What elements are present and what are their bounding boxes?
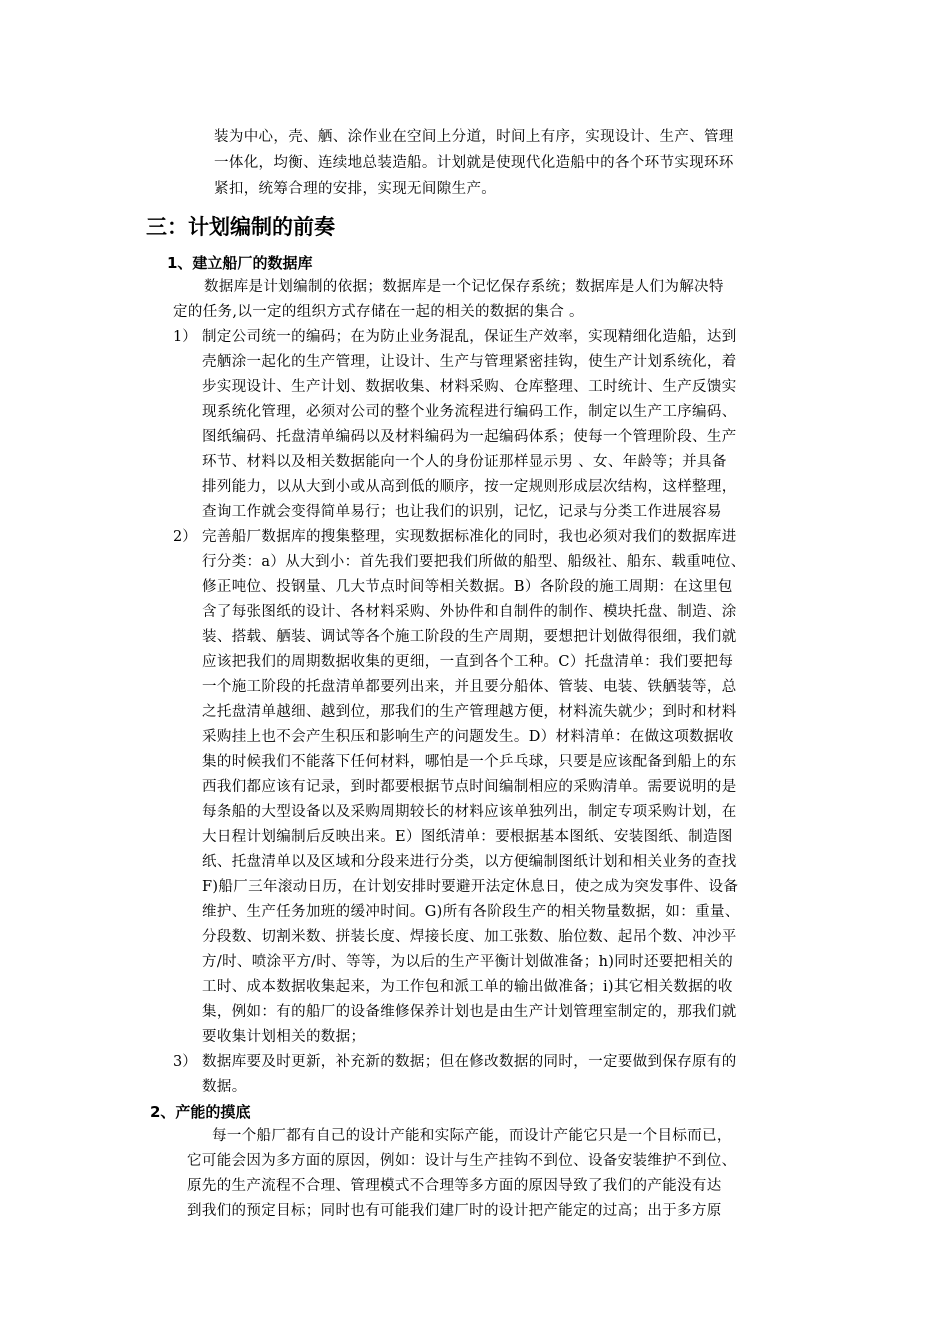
list-item-line: 排列能力，以从大到小或从高到低的顺序，按一定规则形成层次结构，这样整理， xyxy=(202,479,737,495)
list-number: 3） xyxy=(173,1054,197,1070)
list-item-line: 数据。 xyxy=(202,1079,247,1095)
list-item-line: 数据库要及时更新，补充新的数据；但在修改数据的同时，一定要做到保存原有的 xyxy=(202,1054,737,1070)
list-item-line: 之托盘清单越细、越到位，那我们的生产管理越方便，材料流失就少；到时和材料 xyxy=(202,704,737,720)
list-item-line: 一个施工阶段的托盘清单都要列出来，并且要分船体、管装、电装、铁舾装等，总 xyxy=(202,679,737,695)
paragraph-line: 每一个船厂都有自己的设计产能和实际产能，而设计产能它只是一个目标而已， xyxy=(212,1128,732,1144)
list-item-line: 维护、生产任务加班的缓冲时间。G)所有各阶段生产的相关物量数据，如：重量、 xyxy=(202,904,740,920)
list-item-line: 大日程计划编制后反映出来。E）图纸清单：要根据基本图纸、安装图纸、制造图 xyxy=(202,829,733,845)
list-number: 1） xyxy=(173,329,197,345)
list-item-line: 修正吨位、投钢量、几大节点时间等相关数据。B）各阶段的施工周期：在这里包 xyxy=(202,579,733,595)
list-item-line: 制定公司统一的编码；在为防止业务混乱，保证生产效率，实现精细化造船，达到 xyxy=(202,329,737,345)
list-item-line: 步实现设计、生产计划、数据收集、材料采购、仓库整理、工时统计、生产反馈实 xyxy=(202,379,737,395)
list-item-line: 集，例如：有的船厂的设备维修保养计划也是由生产计划管理室制定的，那我们就 xyxy=(202,1004,737,1020)
list-item-line: 方/时、喷涂平方/时、等等，为以后的生产平衡计划做准备；h)同时还要把相关的 xyxy=(202,954,734,970)
section-title: 三：计划编制的前奏 xyxy=(146,215,335,239)
list-item-line: 分段数、切割米数、拼装长度、焊接长度、加工张数、胎位数、起吊个数、冲沙平 xyxy=(202,929,737,945)
list-item-line: 现系统化管理，必须对公司的整个业务流程进行编码工作，制定以生产工序编码、 xyxy=(202,404,737,420)
paragraph-line: 定的任务,以一定的组织方式存储在一起的相关的数据的集合 。 xyxy=(173,304,584,320)
subsection-title-database: 1、建立船厂的数据库 xyxy=(167,254,313,272)
list-item-line: 纸、托盘清单以及区域和分段来进行分类，以方便编制图纸计划和相关业务的查找 xyxy=(202,854,737,870)
list-item-line: 每条船的大型设备以及采购周期较长的材料应该单独列出，制定专项采购计划，在 xyxy=(202,804,737,820)
intro-line-1: 装为中心，壳、舾、涂作业在空间上分道，时间上有序，实现设计、生产、管理 xyxy=(214,129,734,145)
list-number: 2） xyxy=(173,529,197,545)
list-item-line: F)船厂三年滚动日历，在计划安排时要避开法定休息日，使之成为突发事件、设备 xyxy=(202,879,739,895)
intro-line-2: 一体化，均衡、连续地总装造船。计划就是使现代化造船中的各个环节实现环环 xyxy=(214,155,734,171)
list-item-line: 集的时候我们不能落下任何材料，哪怕是一个乒乓球，只要是应该配备到船上的东 xyxy=(202,754,737,770)
paragraph-line: 数据库是计划编制的依据；数据库是一个记忆保存系统；数据库是人们为解决特 xyxy=(204,279,724,295)
paragraph-line: 它可能会因为多方面的原因，例如：设计与生产挂钩不到位、设备安装维护不到位、 xyxy=(187,1153,737,1169)
list-item-line: 壳舾涂一起化的生产管理，让设计、生产与管理紧密挂钩，使生产计划系统化，着 xyxy=(202,354,737,370)
paragraph-line: 到我们的预定目标；同时也有可能我们建厂时的设计把产能定的过高；出于多方原 xyxy=(187,1203,722,1219)
list-item-line: 装、搭载、舾装、调试等各个施工阶段的生产周期，要想把计划做得很细，我们就 xyxy=(202,629,737,645)
intro-line-3: 紧扣，统筹合理的安排，实现无间隙生产。 xyxy=(214,181,497,197)
list-item-line: 行分类：a）从大到小：首先我们要把我们所做的船型、船级社、船东、载重吨位、 xyxy=(202,554,746,570)
list-item-line: 环节、材料以及相关数据能向一个人的身份证那样显示男 、女、年龄等；并具备 xyxy=(202,454,727,470)
subsection-title-capacity: 2、产能的摸底 xyxy=(150,1103,251,1121)
list-item-line: 完善船厂数据库的搜集整理，实现数据标准化的同时，我也必须对我们的数据库进 xyxy=(202,529,737,545)
list-item-line: 含了每张图纸的设计、各材料采购、外协件和自制件的制作、模块托盘、制造、涂 xyxy=(202,604,737,620)
list-item-line: 要收集计划相关的数据； xyxy=(202,1029,366,1045)
paragraph-line: 原先的生产流程不合理、管理模式不合理等多方面的原因导致了我们的产能没有达 xyxy=(187,1178,722,1194)
list-item-line: 工时、成本数据收集起来，为工作包和派工单的输出做准备；i)其它相关数据的收 xyxy=(202,979,733,995)
list-item-line: 图纸编码、托盘清单编码以及材料编码为一起编码体系；使每一个管理阶段、生产 xyxy=(202,429,737,445)
list-item-line: 采购挂上也不会产生积压和影响生产的问题发生。D）材料清单：在做这项数据收 xyxy=(202,729,734,745)
list-item-line: 应该把我们的周期数据收集的更细，一直到各个工种。C）托盘清单：我们要把每 xyxy=(202,654,734,670)
list-item-line: 西我们都应该有记录，到时都要根据节点时间编制相应的采购清单。需要说明的是 xyxy=(202,779,737,795)
list-item-line: 查询工作就会变得简单易行；也让我们的识别，记忆，记录与分类工作进展容易 xyxy=(202,504,722,520)
